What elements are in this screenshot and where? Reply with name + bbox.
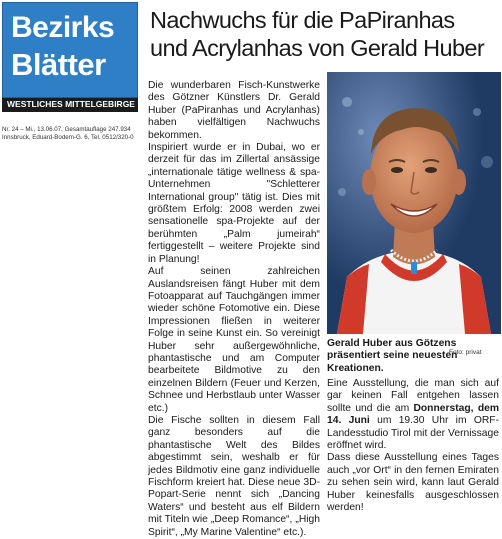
logo-line-1: Bezirks <box>11 11 115 44</box>
photo-caption: Gerald Huber aus Götzens präsentiert seine neuesten Kreationen. <box>327 338 458 374</box>
event-date: Donnerstag, dem 14. Juni <box>327 402 499 427</box>
newspaper-logo <box>2 2 138 98</box>
region-band <box>2 98 138 112</box>
paragraph: Inspiriert wurde er in Dubai, wo er derzeit für das im Zillertal ansässige „internationale tätige wellness & spa- Unternehmen "Schletterer International group" tätig ist. Dies mit größtem Erfolg: 2008 werden zwei sensationelle spa-Projekte auf der berühmten „Palm jumeirah“ fertiggestellt – weitere Projekte sind in Planung! <box>148 142 320 265</box>
publication-info-line-1: Nr. 24 – Mi., 13.06.07, Gesamtauflage 247.934 <box>2 126 131 133</box>
paragraph: Die Fische sollten in diesem Fall ganz besonders auf die phantastische Welt des Bildes abgestimmt sein, weshalb er für jedes Bildmotiv eine ganz individuelle Fischform kreiert hat. Diese neue 3D-Popart-Serie nennt sich „Dancing Waters“ und besteht aus elf Bildern mit Titeln wie „Deep Romance“, „High Spirit“, „My Marine Valentine“ etc.). <box>148 414 320 538</box>
publication-info-line-2: Innsbruck, Eduard-Bodem-G. 6, Tel. 0512/320-0 <box>2 134 134 141</box>
portrait-photo <box>327 72 501 334</box>
publication-info <box>2 126 142 142</box>
paragraph: Die wunderbaren Fisch-Kunstwerke des Götzner Künstlers Dr. Gerald Huber (PaPiranhas und Acrylanhas) haben vielfältigen Nachwuchs bekommen. <box>148 80 320 141</box>
paragraph-text: um 19.30 Uhr im ORF-Landesstudio Tirol mit der Vernissage eröffnet wird. <box>327 415 500 452</box>
headline-line-2: und Acrylanhas von Gerald Huber <box>150 35 485 61</box>
paragraph <box>327 378 499 452</box>
article-column-right <box>327 378 499 514</box>
article-column-left <box>148 80 320 539</box>
logo-line-2: Blätter <box>11 47 106 82</box>
paragraph: Dass diese Ausstellung eines Tages auch „vor Ort“ in den fernen Emiraten zu sehen sein wird, kann laut Gerald Huber keinesfalls ausgeschlossen werden! <box>327 452 499 514</box>
photo-credit: Foto: privat <box>449 349 482 356</box>
headline <box>150 6 500 62</box>
paragraph-text: Eine Ausstellung, die man sich auf gar keinen Fall entgehen lassen sollte und die am <box>327 378 499 414</box>
headline-line-1: Nachwuchs für die PaPiranhas <box>150 7 455 33</box>
paragraph: Auf seinen zahlreichen Auslandsreisen fängt Huber mit dem Fotoapparat auf Tauchgängen immer wieder schöne Fotomotive ein. Diese Impressionen fließen in weiterer Folge in seine Kunst ein. So vereinigt Huber sehr außergewöhnliche, phantastische und am Computer bearbeitete Bildmotive zu den einzelnen Bildern (Feuer und Kerzen, Schnee und Herbstlaub unter Wasser etc.) <box>148 266 320 414</box>
region-label: WESTLICHES MITTELGEBIRGE <box>7 99 135 109</box>
masthead <box>2 2 138 123</box>
portrait-illustration <box>327 72 501 334</box>
